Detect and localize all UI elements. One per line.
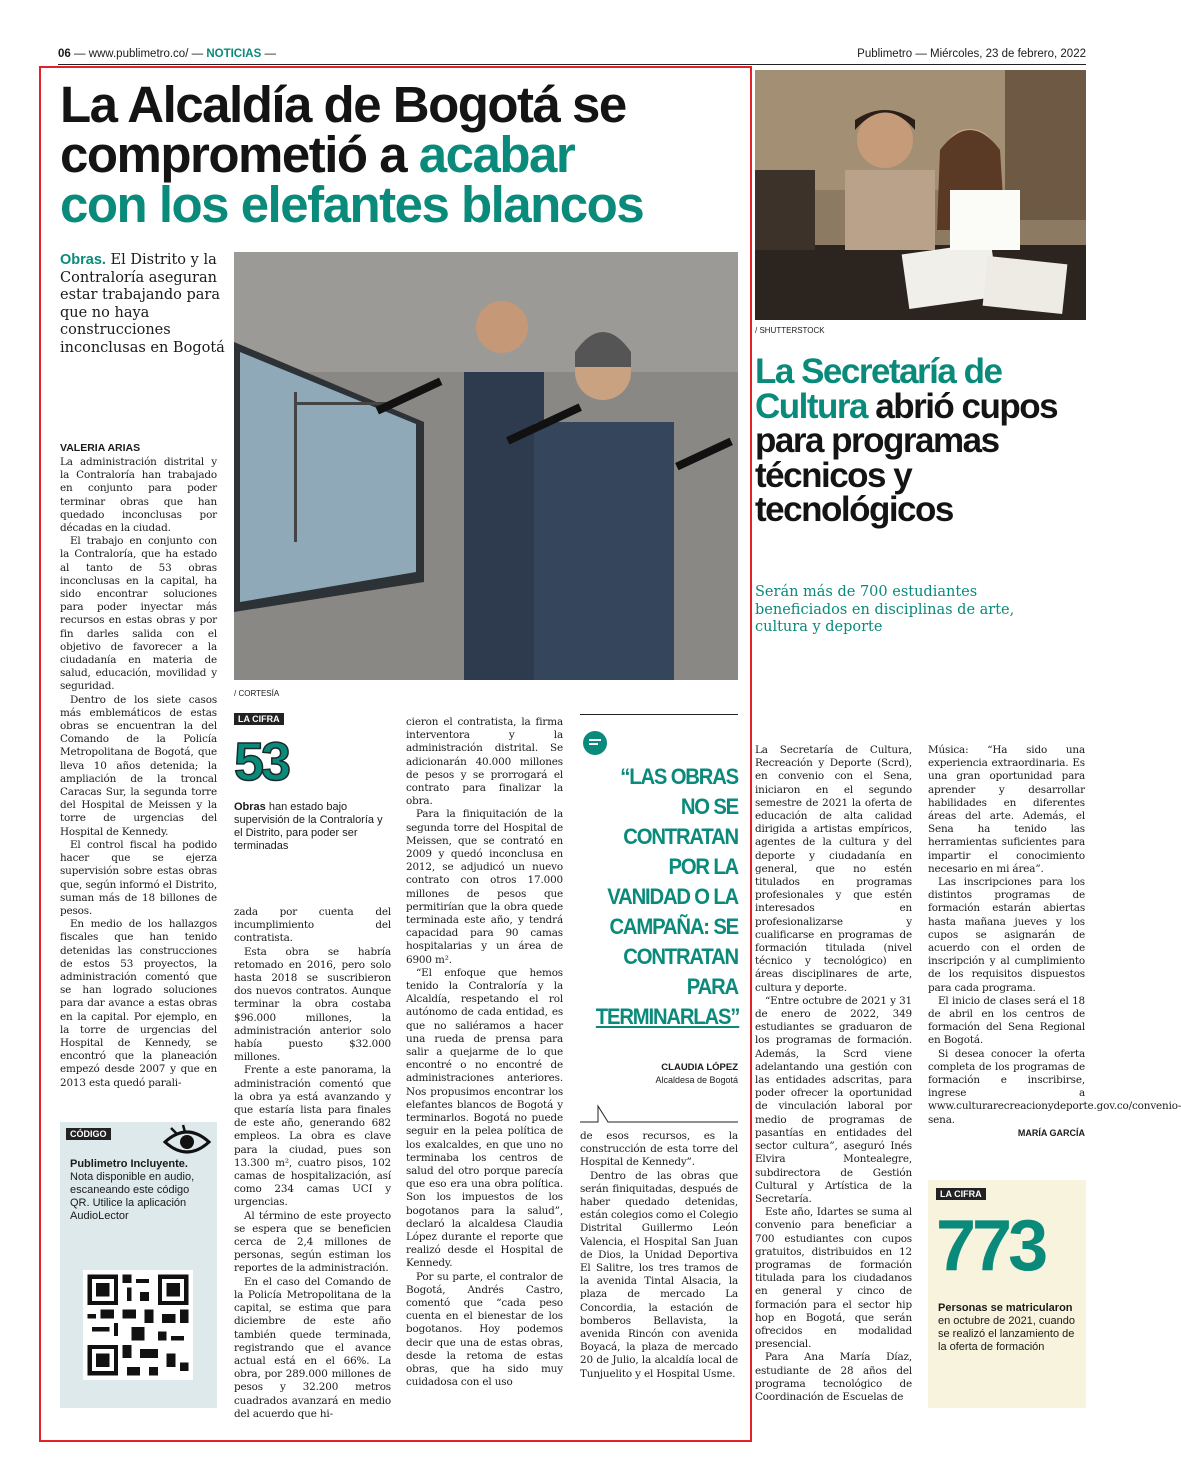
col1-paragraph: La administración distrital y la Contraloría han trabajado en conjunto para poder terminar obras que han quedado inconclusas por décadas en la ciudad. [60, 456, 217, 535]
side-col2-paragraph: Música: “Ha sido una experiencia extraordinaria. Es una gran oportunidad para aprender y desarrollar habilidades en diferentes áreas del arte. Además, el Sena ha tenido las herramientas suficientes para impartir el conocimiento necesario en mi área”. [928, 744, 1085, 875]
cifra-53-box [234, 713, 394, 873]
side-byline: MARÍA GARCÍA [1017, 1127, 1085, 1138]
side-col2-paragraph: El inicio de clases será el 18 de abril en los centros de formación del Sena Regional en Bogotá. [928, 994, 1085, 1047]
codigo-text: Publimetro Incluyente. Nota disponible en audio, escaneando este código QR. Utilice la aplicación AudioLector [70, 1158, 195, 1222]
main-column-1 [60, 456, 217, 1090]
qr-code-icon [83, 1270, 193, 1380]
main-column-2 [234, 906, 391, 1421]
quote-top-rule [580, 714, 738, 715]
col3-paragraph: cieron el contratista, la firma interventora y la administración distrital. Se adicionarán 40.000 millones de pesos y se prorrogará el contrato para finalizar la obra. [406, 716, 563, 808]
header-dash: — [264, 48, 276, 60]
lead-paragraph [60, 252, 225, 357]
headline-line-3: con los elefantes blancos [60, 176, 644, 233]
col3-paragraph: Para la finiquitación de la segunda torre del Hospital de Meissen, que se contrató en 2009 y quedó inconclusa en 2012, se adjudicó un nuevo contrato con otros 17.000 millones de pesos que permitirían que la obra quede terminada este año, y tendrá capacidad para 90 camas hospitalarias y un área de 6900 m². [406, 808, 563, 966]
quote-author: CLAUDIA LÓPEZ [661, 1062, 738, 1073]
cifra-text: Obras han estado bajo supervisión de la Contraloría y el Distrito, para poder ser terminadas [234, 801, 383, 852]
col1-paragraph: El control fiscal ha podido hacer que se ejerza supervisión sobre estas obras que, según informó el Distrito, suman más de 18 billones de pesos. [60, 838, 217, 917]
main-column-4 [580, 1130, 738, 1381]
codigo-box [60, 1122, 217, 1408]
cifra-number: 53 [234, 732, 289, 792]
quote-line: VANIDAD O LA [607, 884, 738, 909]
side-col1-paragraph: “Entre octubre de 2021 y 31 de enero de 2022, 349 estudiantes se graduaron de los programas de formación. Además, la Scrd viene adelantando una gestión con las entidades adscritas, para poder ofrecer la oportunidad de vinculación laboral por medio de programas de pasantías en entidades del sector cultura”, aseguró Inés Elvira Montealegre, subdirectora de Gestión Cultural y Artística de la Secretaría. [755, 994, 912, 1205]
col1-paragraph: El trabajo en conjunto con la Contraloría, que ha estado al tanto de 53 obras inconclusas en la capital, ha sido encontrar soluciones para poder inyectar más recursos en estas obras y por fin darles salida con el objetivo de favorecer a la ciudadanía en materia de salud, educación, movilidad y seguridad. [60, 535, 217, 693]
quote-line: CONTRATAN [623, 824, 738, 849]
col2-paragraph: zada por cuenta del incumplimiento del contratista. [234, 906, 391, 945]
col1-paragraph: En medio de los hallazgos fiscales que han tenido detenidas las construcciones de estos 53 proyectos, la administración comentó que se han logrado soluciones para dar avance a estas obras en la capital. Por ejemplo, en la torre de urgencias del Hospital de Kennedy, se encontró que la planeación empezó desde 2007 y que en 2013 esta quedó parali- [60, 918, 217, 1089]
main-column-3 [406, 716, 563, 1389]
side-col1-paragraph: Este año, Idartes se suma al convenio para beneficiar a 700 estudiantes con cupos gratuitos, distribuidos en 12 programas de formación titulada para los ciudadanos en general y cinco de formación para el sector hip hop en Bogotá, que serán ofrecidos en modalidad presencial. [755, 1206, 912, 1351]
lead-kicker: Obras. [60, 252, 106, 268]
header-rule [58, 64, 1086, 65]
section-name: NOTICIAS [206, 48, 262, 60]
eye-icon [163, 1124, 211, 1160]
col2-paragraph: Frente a este panorama, la administración comentó que la obra ya está avanzando y que estaría lista para finales de este año, generando 682 empleos. La obra es clave para la ciudad, pues son 13.300 m², cuatro pisos, 102 camas de hospitalización, así como 234 camas UCI y urgencias. [234, 1064, 391, 1209]
side-headline: La Secretaría de Cultura abrió cupos para programas técnicos y tecnológicos [755, 352, 1058, 529]
quote-line: CAMPAÑA: SE [609, 914, 738, 939]
page-header [58, 48, 1086, 64]
side-col1-paragraph: Para Ana María Díaz, estudiante de 28 años del programa tecnológico de Coordinación de Escuelas de [755, 1351, 912, 1403]
side-column-2 [928, 744, 1181, 1138]
quote-line: “LAS OBRAS [620, 764, 738, 789]
press-conference-illustration [234, 252, 738, 680]
side-col2-paragraph: Si desea conocer la oferta completa de los programas de formación e inscribirse, ingrese a www.culturarecreacionydeporte.gov.co/convenio-sena. [928, 1047, 1181, 1126]
quote-line: PARA [686, 974, 738, 999]
col2-paragraph: Esta obra se habría retomado en 2016, pero solo hasta 2018 se suscribieron dos nuevos contratos. Aunque terminar la obra costaba $96.000 millones, la administración anterior solo había puesto $32.000 millones. [234, 945, 391, 1064]
page-number: 06 [58, 48, 71, 60]
col4-paragraph: Dentro de las obras que serán finiquitadas, después de haber quedado detenidas, están colegios como el Colegio Distrital Guillermo León Valencia, el Hospital San Juan de Dios, la Unidad Deportiva El Salitre, los tres tramos de la avenida Tintal Alsacia, la plaza de mercado La Concordia, la estación de bomberos Bellavista, la avenida Rincón con avenida Boyacá, la plaza de mercado 20 de Julio, la alcaldía local de Tunjuelito y el Hospital Usme. [580, 1169, 738, 1380]
quote-line: POR LA [668, 854, 738, 879]
headline-line-1: La Alcaldía de Bogotá se [60, 76, 626, 133]
side-column-1 [755, 744, 912, 1404]
col3-paragraph: “El enfoque que hemos tenido la Contraloría y la Alcaldía, respetando el rol autónomo de cada entidad, es que no saliéramos a hacer una rueda de prensa para salir a quejarme de lo que encontré o no encontré de administraciones anteriores. Nos propusimos encontrar los elefantes blancos de Bogotá y terminarlos. Bogotá no puede seguir en la pelea política de los exalcaldes, en que uno no terminaba los centros de salud del otro porque parecía que eso era una obra política. Son los impuestos de los bogotanos para la salud”, declaró la alcaldesa Claudia López durante el reporte que realizó desde el Hospital de Kennedy. [406, 966, 563, 1270]
codigo-label: CÓDIGO [66, 1128, 111, 1140]
cifra-label: LA CIFRA [936, 1188, 986, 1200]
cifra-label: LA CIFRA [234, 713, 284, 725]
quote-line: CONTRATAN [623, 944, 738, 969]
side-photo-credit: / SHUTTERSTOCK [755, 326, 825, 335]
col3-paragraph: Por su parte, el contralor de Bogotá, Andrés Castro, comentó que “cada peso cuenta en el bienestar de los bogotanos. Hoy podemos decir que una de estas obras, desde la retoma de estas obras, que ha sido muy cuidadosa con el uso [406, 1270, 563, 1389]
byline: VALERIA ARIAS [60, 442, 141, 454]
site-url: — www.publimetro.co/ — [74, 48, 204, 60]
pull-quote [580, 714, 738, 1104]
side-col1-paragraph: La Secretaría de Cultura, Recreación y Deporte (Scrd), en convenio con el Sena, iniciaron en el segundo semestre de 2021 la oferta de educación de alta calidad dirigida a artistas empíricos, agentes de la cultura y del deporte y ciudadanía en general, que no estén titulados en programas profesionales y que estén interesados en profesionalizarse y cualificarse en programas de formación titulada (nivel técnico y tecnológico) en áreas disciplinares de arte, cultura y deporte. [755, 744, 912, 994]
col1-paragraph: Dentro de los siete casos más emblemáticos de estas obras se encuentran la del Comando de la Policía Metropolitana de Bogotá, que lleva 10 años detenida; la ampliación de la troncal Caracas Sur, la segunda torre del Hospital de Meissen y la torre de urgencias del Hospital de Kennedy. [60, 693, 217, 838]
quote-text [596, 762, 738, 1032]
main-headline [60, 76, 750, 233]
speech-bubble-icon [582, 730, 608, 756]
lead-text: El Distrito y la Contraloría aseguran estar trabajando para que no haya construcciones inconclusas en Bogotá [60, 252, 225, 356]
headline-line-2: comprometió a acabar [60, 126, 575, 183]
photo-credit: / CORTESÍA [234, 689, 280, 698]
main-photo [234, 252, 738, 680]
side-subhead: Serán más de 700 estudiantes beneficiados en disciplinas de arte, cultura y deporte [755, 584, 1015, 635]
students-illustration [755, 70, 1086, 320]
col2-paragraph: En el caso del Comando de la Policía Metropolitana de la capital, se estima que para diciembre de este año también quede terminada, registrando que el avance actual está en el 66%. La obra, por 289.000 millones de pesos y 32.200 metros cuadrados avanzará en medio del acuerdo que hi- [234, 1275, 391, 1420]
cifra-text: Personas se matricularon en octubre de 2021, cuando se realizó el lanzamiento de la oferta de formación [938, 1302, 1076, 1353]
side-col2-paragraph: Las inscripciones para los distintos programas de formación estarán abiertas hasta mañana jueves y los cupos se asignarán de acuerdo con el orden de inscripción y al cumplimiento de los requisitos dispuestos para cada programa. [928, 876, 1085, 994]
quote-line: TERMINARLAS” [595, 1004, 740, 1029]
quote-role: Alcaldesa de Bogotá [655, 1075, 738, 1085]
quote-tail-line [580, 1104, 740, 1124]
cifra-number: 773 [936, 1206, 1045, 1286]
side-photo [755, 70, 1086, 320]
quote-line: NO SE [680, 794, 738, 819]
col2-paragraph: Al término de este proyecto se espera que se beneficien cerca de 2,4 millones de personas, según estiman los reportes de la administración. [234, 1209, 391, 1275]
col4-paragraph: de esos recursos, es la construcción de esta torre del Hospital de Kennedy”. [580, 1130, 738, 1169]
cifra-773-box [928, 1180, 1086, 1408]
issue-date: Publimetro — Miércoles, 23 de febrero, 2022 [857, 48, 1086, 60]
